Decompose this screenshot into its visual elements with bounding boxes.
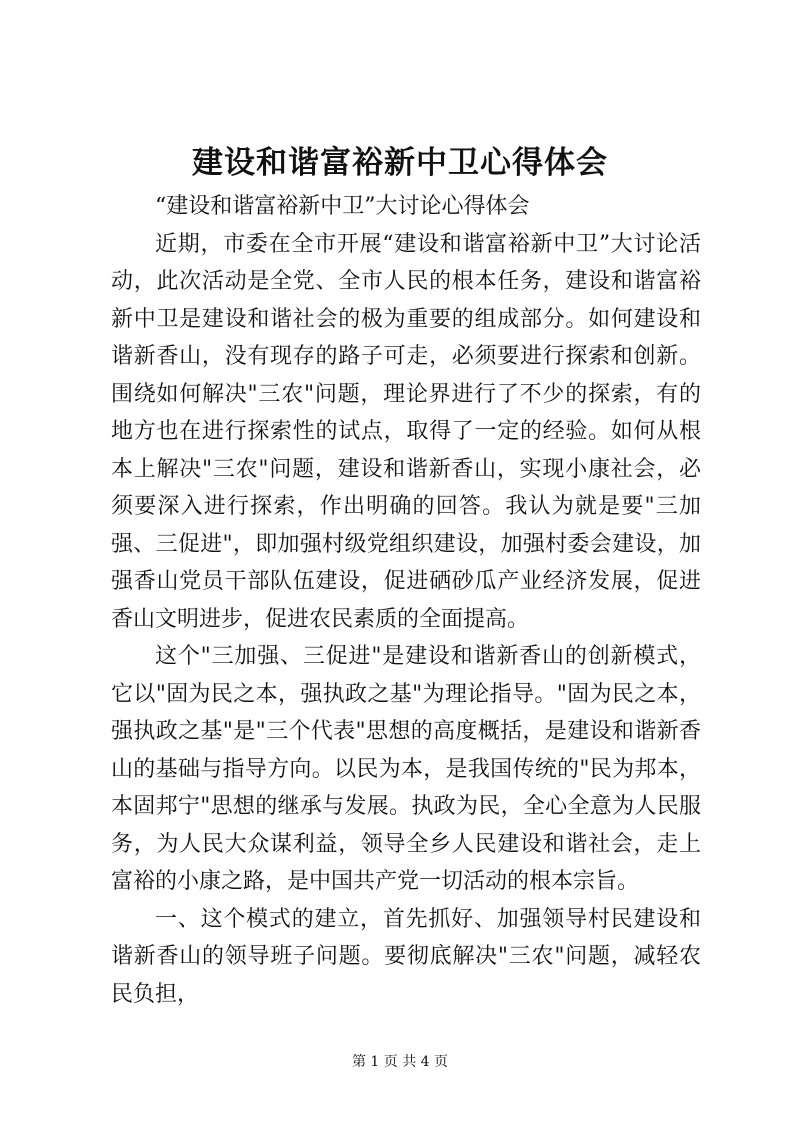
paragraph-3: 一、这个模式的建立，首先抓好、加强领导村民建设和谐新香山的领导班子问题。要彻底解决"三农"问题，减轻农民负担， [111, 906, 701, 1007]
document-body [111, 188, 701, 1013]
document-subtitle: “建设和谐富裕新中卫”大讨论心得体会 [155, 194, 530, 219]
document-title: 建设和谐富裕新中卫心得体会 [192, 145, 608, 181]
paragraph-2: 这个"三加强、三促进"是建设和谐新香山的创新模式，它以"固为民之本，强执政之基"为理论指导。"固为民之本，强执政之基"是"三个代表"思想的高度概括，是建设和谐新香山的基础与指导方向。以民为本，是我国传统的"民为邦本，本固邦宁"思想的继承与发展。执政为民，全心全意为人民服务，为人民大众谋利益，领导全乡人民建设和谐社会，走上富裕的小康之路，是中国共产党一切活动的根本宗旨。 [111, 644, 701, 894]
page-footer: 第 1 页 共 4 页 [351, 1054, 449, 1070]
paragraph-1: 近期，市委在全市开展“建设和谐富裕新中卫”大讨论活动，此次活动是全党、全市人民的根本任务，建设和谐富裕新中卫是建设和谐社会的极为重要的组成部分。如何建设和谐新香山，没有现存的路子可走，必须要进行探索和创新。围绕如何解决"三农"问题，理论界进行了不少的探索，有的地方也在进行探索性的试点，取得了一定的经验。如何从根本上解决"三农"问题，建设和谐新香山，实现小康社会，必须要深入进行探索，作出明确的回答。我认为就是要"三加强、三促进"，即加强村级党组织建设，加强村委会建设，加强香山党员干部队伍建设，促进硒砂瓜产业经济发展，促进香山文明进步，促进农民素质的全面提高。 [111, 231, 701, 632]
